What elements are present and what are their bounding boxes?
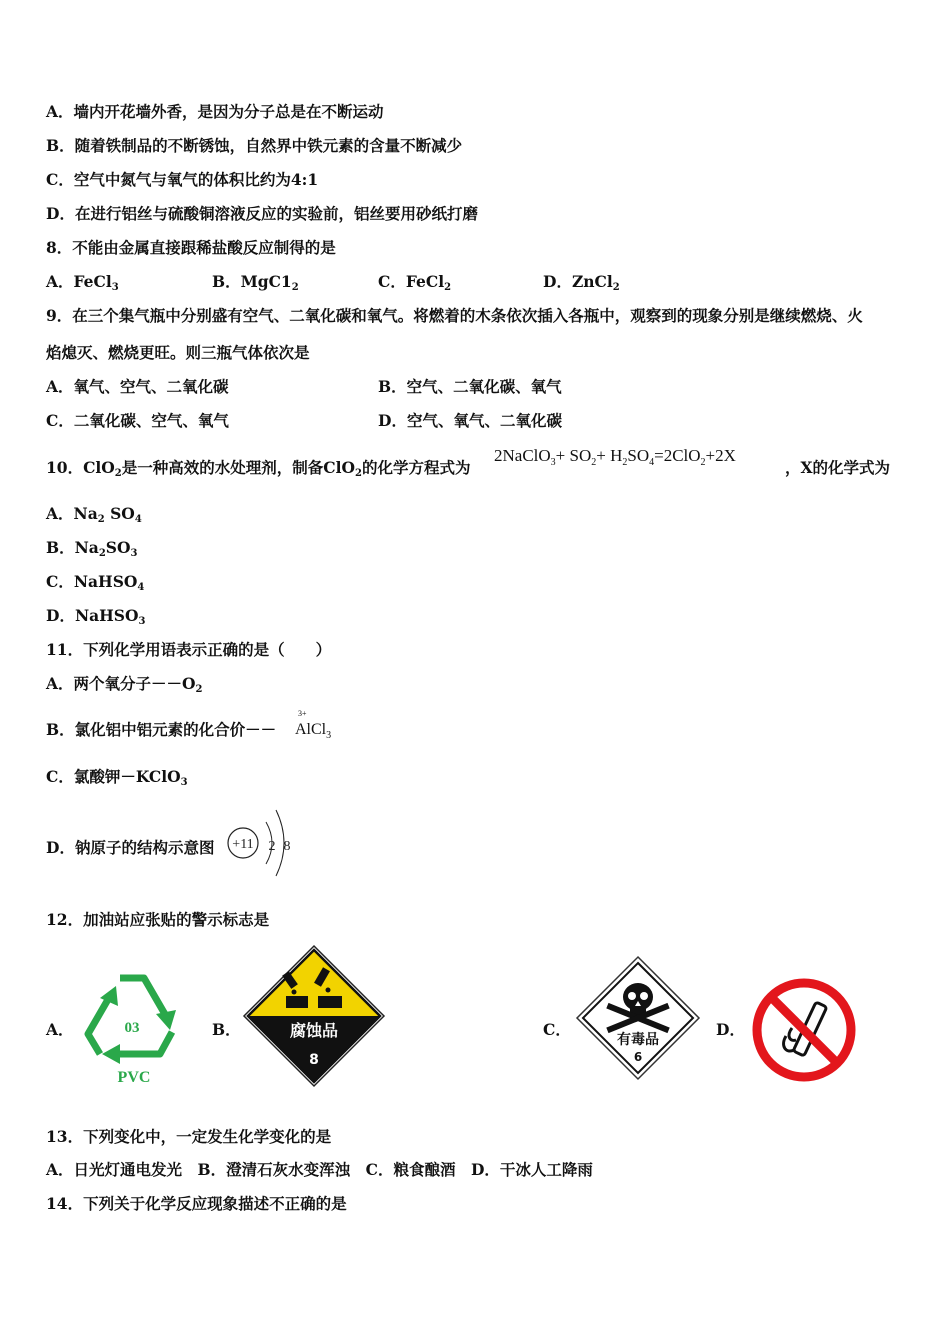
q9-option-d: D．空气、氧气、二氧化碳 [378, 411, 562, 430]
q13-stem: 13．下列变化中，一定发生化学变化的是 [46, 1127, 332, 1146]
q11-stem: 11．下列化学用语表示正确的是（ ） [46, 640, 332, 659]
no-smoking-icon [752, 978, 856, 1082]
q9-option-b: B．空气、二氧化碳、氧气 [378, 377, 562, 396]
q10-stem-end: ，X的化学式为 [785, 458, 891, 477]
q8-option-b: B．$MgC1_2$ [212, 272, 299, 293]
q11-b-formula: AlCl$_3$ [295, 721, 332, 741]
q10-option-c: C．NaHSO$_4$ [46, 572, 145, 593]
q10-stem-start: 10．ClO$_2$是一种高效的水处理剂，制备ClO$_2$的化学方程式为 [46, 458, 471, 479]
q7-option-b: B．随着铁制品的不断锈蚀，自然界中铁元素的含量不断减少 [46, 136, 463, 155]
q9-stem-line1: 9．在三个集气瓶中分别盛有空气、二氧化碳和氧气。将燃着的木条依次插入各瓶中，观察到的现象分别是继续燃烧、火 [46, 306, 863, 325]
q9-option-a: A．氧气、空气、二氧化碳 [46, 377, 229, 396]
q11-option-a: A．两个氧分子$--O_2$ [46, 674, 203, 695]
corrosive-warning-icon [242, 944, 386, 1088]
nucleus-label: +11 [232, 837, 254, 852]
q10-option-b: B．$Na_2SO_3$ [46, 538, 138, 559]
q7-option-d: D．在进行铝丝与硫酸铜溶液反应的实验前，铝丝要用砂纸打磨 [46, 204, 478, 223]
q12-option-a: A． [46, 1020, 74, 1039]
q8-option-c: C．FeCl$_2$ [378, 272, 452, 293]
q11-b-charge: 3+ [298, 709, 307, 718]
q9-option-c: C．二氧化碳、空气、氧气 [46, 411, 229, 430]
q12-option-d: D． [716, 1020, 745, 1039]
q12-option-c: C． [543, 1020, 571, 1039]
q9-stem-line2: 焰熄灭、燃烧更旺。则三瓶气体依次是 [46, 343, 310, 362]
recycle-label: PVC [117, 1069, 151, 1086]
q7-option-c: C．空气中氮气与氧气的体积比约为4:1 [46, 170, 319, 189]
q11-option-c: C．氯酸钾－KClO$_3$ [46, 767, 188, 788]
q7-option-a: A．墙内开花墙外香，是因为分子总是在不断运动 [46, 102, 384, 121]
q11-option-d: D．钠原子的结构示意图 [46, 838, 215, 857]
toxic-label: 有毒品 [617, 1032, 659, 1048]
corrosive-label: 腐蚀品 [289, 1021, 339, 1040]
q10-option-d: D．NaHSO$_3$ [46, 606, 146, 627]
recycle-pvc-icon [76, 962, 188, 1088]
q12-option-b: B． [212, 1020, 241, 1039]
toxic-class: 6 [633, 1050, 643, 1064]
toxic-warning-icon [575, 955, 701, 1081]
q14-stem: 14．下列关于化学反应现象描述不正确的是 [46, 1194, 347, 1213]
q8-option-d: D．ZnCl$_2$ [543, 272, 620, 293]
q10-option-a: A．$Na_2$ $SO_4$ [46, 504, 142, 525]
q13-options: A．日光灯通电发光 B．澄清石灰水变浑浊 C．粮食酿酒 D．干冰人工降雨 [46, 1160, 593, 1179]
recycle-code: 03 [124, 1020, 140, 1036]
shell-2-label: 8 [283, 839, 291, 854]
q8-stem: 8．不能由金属直接跟稀盐酸反应制得的是 [46, 238, 336, 257]
q8-option-a: A．FeCl$_3$ [46, 272, 119, 293]
shell-1-label: 2 [268, 839, 276, 854]
corrosive-class: 8 [309, 1052, 319, 1068]
q11-option-b: B．氯化铝中铝元素的化合价－－ [46, 720, 277, 739]
q12-stem: 12．加油站应张贴的警示标志是 [46, 910, 270, 929]
sodium-atom-diagram [226, 800, 302, 886]
q10-equation: 2NaClO$_3$+ $SO_2+ H_2SO_4=2ClO_2+2X$ [494, 446, 736, 468]
